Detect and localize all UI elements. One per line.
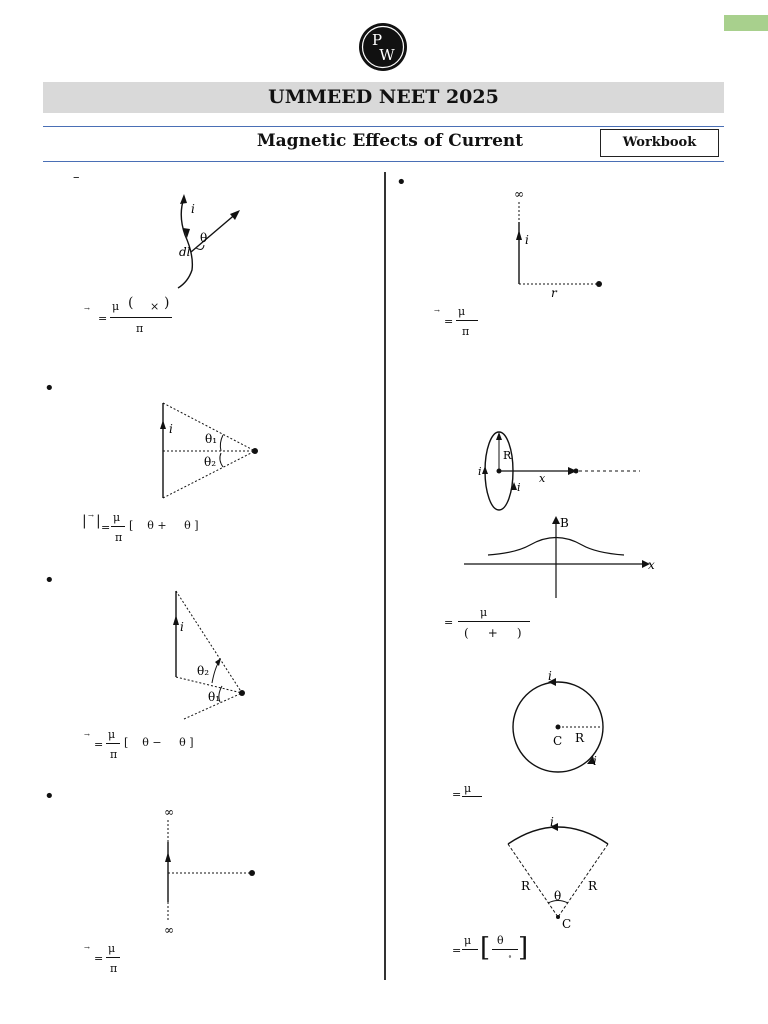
arc-radius-right-label: R — [588, 879, 598, 893]
loop-axis-label: x — [539, 472, 546, 485]
fig1-current-label: i — [191, 202, 195, 216]
fig3-theta1-label: θ₁ — [208, 690, 221, 704]
circular-coil-figure — [505, 668, 615, 783]
bullet: • — [44, 786, 55, 807]
pw-logo — [358, 22, 408, 72]
circle-current-bottom-label: i — [593, 754, 597, 768]
loop-current-bottom-label: i — [517, 481, 521, 494]
biot-savart-formula: → = μ ( × ) π — [84, 300, 184, 340]
chapter-title: Magnetic Effects of Current — [256, 131, 524, 151]
circle-centre-formula: = μ — [452, 782, 492, 804]
fig3-current-label: i — [180, 620, 184, 634]
infinite-wire-formula: → = μ π — [84, 942, 144, 982]
infinite-wire-figure — [155, 802, 265, 937]
wire-same-side-figure — [160, 585, 260, 720]
loop-radius-label: R — [503, 449, 512, 462]
top-dash: – — [73, 170, 80, 185]
fig3-theta2-label: θ₂ — [197, 664, 210, 678]
header-rule-bottom — [43, 161, 724, 162]
finite-wire-formula: | → | = μ π [ θ + θ ] — [82, 511, 199, 544]
fig2-theta1-label: θ₁ — [205, 432, 218, 446]
page-corner-tab — [724, 15, 768, 31]
fig1-angle-label: θ — [200, 231, 208, 245]
logo-letter-p: P — [371, 31, 383, 49]
column-divider — [384, 172, 386, 980]
rfig1-distance-label: r — [551, 286, 557, 298]
program-title: UMMEED NEET 2025 — [268, 86, 499, 108]
loop-axis-formula: = μ ( + ) — [444, 606, 534, 648]
fig1-element-label: dl — [179, 245, 191, 259]
circle-current-top-label: i — [548, 669, 552, 683]
circle-centre-label: C — [553, 734, 563, 748]
bullet: • — [44, 378, 55, 399]
rfig1-infinity: ∞ — [514, 187, 524, 201]
circle-radius-label: R — [575, 731, 585, 745]
circular-arc-figure — [500, 812, 615, 932]
arc-current-label: i — [550, 815, 554, 829]
field-vs-distance-graph — [460, 512, 660, 602]
loop-current-left-label: i — [478, 465, 482, 478]
current-element-figure — [170, 190, 250, 300]
bullet: • — [44, 570, 55, 591]
circular-loop-axis-figure — [473, 430, 643, 515]
rfig1-current-label: i — [525, 233, 529, 247]
graph-y-label: B — [560, 516, 569, 530]
fig2-current-label: i — [169, 422, 173, 436]
fig4-top-infinity: ∞ — [164, 805, 174, 819]
semi-infinite-wire-figure — [505, 186, 610, 298]
graph-x-label: x — [648, 558, 655, 572]
arc-formula: = μ [ θ ∘ ] — [452, 933, 529, 963]
arc-centre-label: C — [562, 917, 572, 931]
header-rule-top — [43, 126, 724, 127]
workbook-badge: Workbook — [600, 129, 719, 157]
arc-angle-label: θ — [554, 889, 562, 903]
fig4-bottom-infinity: ∞ — [164, 923, 174, 937]
bullet: • — [396, 172, 407, 193]
semi-infinite-formula: → = μ π — [434, 305, 494, 345]
arc-radius-left-label: R — [521, 879, 531, 893]
finite-wire-figure — [155, 398, 265, 503]
same-side-formula: → = μ π [ θ − θ ] — [84, 728, 194, 761]
fig2-theta2-label: θ₂ — [204, 455, 217, 469]
logo-letter-w: W — [379, 46, 395, 64]
